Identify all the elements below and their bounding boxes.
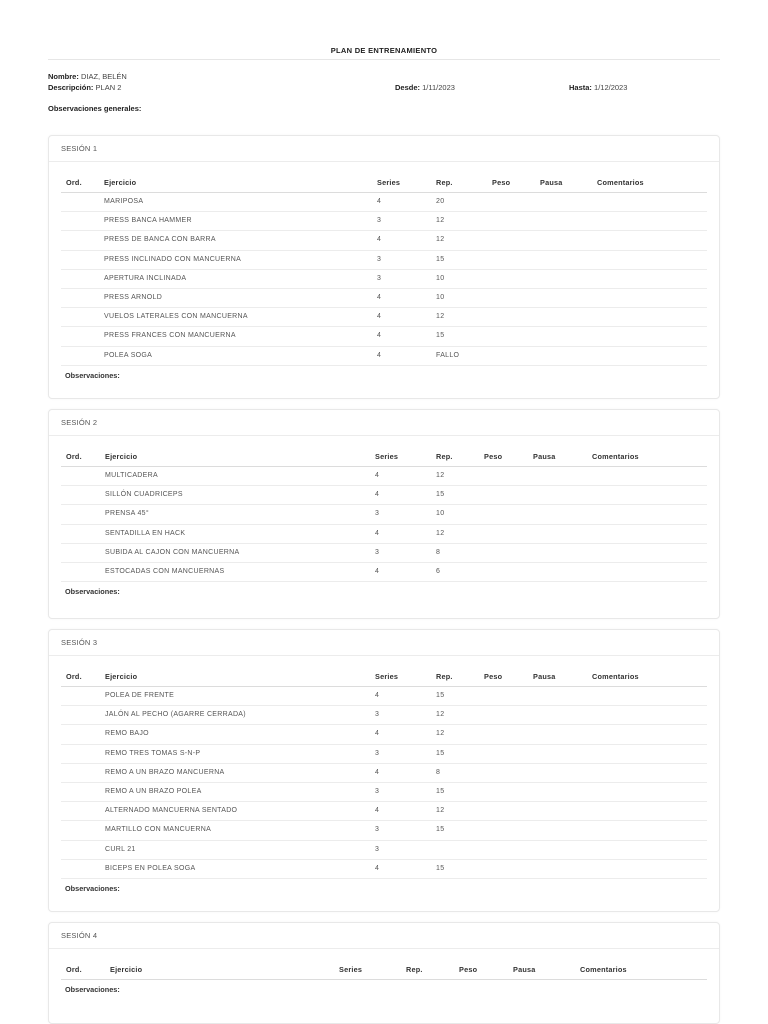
- column-header-ord: Ord.: [66, 178, 82, 187]
- cell-ejercicio: SILLÓN CUADRICEPS: [105, 491, 183, 499]
- table-row: [61, 764, 707, 783]
- cell-ejercicio: SENTADILLA EN HACK: [105, 529, 186, 537]
- column-header-series: Series: [375, 672, 399, 681]
- nombre-label: Nombre:: [48, 72, 79, 81]
- cell-series: 4: [375, 567, 380, 575]
- descripcion-label: Descripción:: [48, 83, 94, 92]
- exercise-table: [61, 958, 707, 980]
- cell-ejercicio: PRESS FRANCES CON MANCUERNA: [104, 332, 236, 340]
- session-card: [48, 629, 720, 912]
- exercise-table: [61, 171, 707, 366]
- table-row: [61, 251, 707, 270]
- cell-series: 4: [375, 768, 380, 776]
- column-header-rep: Rep.: [436, 452, 453, 461]
- cell-rep: 8: [436, 768, 441, 776]
- column-header-ord: Ord.: [66, 452, 82, 461]
- cell-rep: 12: [436, 807, 445, 815]
- table-row: [61, 327, 707, 346]
- cell-ejercicio: BICEPS EN POLEA SOGA: [105, 864, 196, 872]
- cell-ejercicio: PRESS DE BANCA CON BARRA: [104, 236, 216, 244]
- exercise-table: [61, 445, 707, 582]
- cell-ejercicio: MULTICADERA: [105, 472, 158, 479]
- session-card: [48, 922, 720, 1024]
- cell-ejercicio: PRESS INCLINADO CON MANCUERNA: [104, 255, 242, 263]
- cell-series: 3: [375, 711, 380, 719]
- session-title: SESIÓN 3: [49, 630, 719, 656]
- cell-series: 4: [375, 864, 380, 872]
- table-row: [61, 347, 707, 366]
- cell-ejercicio: MARIPOSA: [104, 198, 144, 205]
- column-header-series: Series: [377, 178, 401, 187]
- cell-series: 3: [375, 548, 380, 556]
- cell-ejercicio: ESTOCADAS CON MANCUERNAS: [105, 567, 225, 575]
- table-row: [61, 308, 707, 327]
- cell-ejercicio: VUELOS LATERALES CON MANCUERNA: [104, 313, 248, 321]
- cell-ejercicio: REMO BAJO: [105, 730, 149, 738]
- cell-rep: 15: [436, 692, 445, 699]
- table-row: [61, 783, 707, 802]
- table-row: [61, 802, 707, 821]
- cell-rep: 15: [436, 749, 445, 757]
- table-header: [61, 171, 707, 193]
- cell-rep: 15: [436, 332, 445, 340]
- page-title: PLAN DE ENTRENAMIENTO: [330, 46, 438, 55]
- cell-rep: 15: [436, 864, 445, 872]
- cell-ejercicio: JALÓN AL PECHO (AGARRE CERRADA): [105, 711, 246, 719]
- session-card: [48, 409, 720, 619]
- cell-rep: 12: [436, 472, 445, 479]
- cell-series: 3: [375, 845, 380, 853]
- cell-rep: 12: [436, 711, 445, 719]
- cell-rep: 15: [436, 255, 445, 263]
- table-row: [61, 289, 707, 308]
- cell-rep: 12: [436, 313, 445, 321]
- column-header-ejercicio: Ejercicio: [105, 452, 138, 461]
- table-row: [61, 745, 707, 764]
- table-row: [61, 841, 707, 860]
- desde-value: 1/11/2023: [422, 83, 455, 92]
- cell-ejercicio: REMO TRES TOMAS S-N-P: [105, 749, 201, 757]
- cell-series: 4: [377, 313, 382, 321]
- cell-series: 4: [375, 807, 380, 815]
- cell-ejercicio: PRESS BANCA HAMMER: [104, 217, 192, 225]
- column-header-pausa: Pausa: [533, 672, 556, 681]
- column-header-ejercicio: Ejercicio: [104, 178, 137, 187]
- column-header-comentarios: Comentarios: [597, 178, 644, 187]
- cell-ejercicio: POLEA DE FRENTE: [105, 692, 175, 699]
- cell-rep: 12: [436, 730, 445, 738]
- cell-ejercicio: REMO A UN BRAZO MANCUERNA: [105, 768, 225, 776]
- table-row: [61, 725, 707, 744]
- session-observaciones: Observaciones:: [65, 370, 120, 380]
- table-row: [61, 212, 707, 231]
- column-header-comentarios: Comentarios: [580, 965, 627, 974]
- cell-ejercicio: SUBIDA AL CAJON CON MANCUERNA: [105, 548, 240, 556]
- cell-rep: 20: [436, 198, 445, 205]
- table-row: [61, 270, 707, 289]
- cell-series: 4: [375, 529, 380, 537]
- cell-ejercicio: CURL 21: [105, 845, 136, 853]
- column-header-peso: Peso: [459, 965, 478, 974]
- column-header-pausa: Pausa: [533, 452, 556, 461]
- column-header-series: Series: [339, 965, 363, 974]
- table-row: [61, 821, 707, 840]
- session-observaciones: Observaciones:: [65, 587, 120, 597]
- column-header-ord: Ord.: [66, 965, 82, 974]
- observaciones-generales-label: Observaciones generales:: [48, 104, 142, 113]
- cell-ejercicio: PRENSA 45°: [105, 510, 149, 518]
- column-header-rep: Rep.: [436, 672, 453, 681]
- column-header-pausa: Pausa: [540, 178, 563, 187]
- cell-rep: 15: [436, 491, 445, 499]
- session-title: SESIÓN 2: [49, 410, 719, 436]
- column-header-peso: Peso: [492, 178, 511, 187]
- cell-series: 3: [375, 749, 380, 757]
- cell-series: 4: [375, 692, 380, 699]
- cell-series: 4: [377, 351, 382, 359]
- cell-rep: 15: [436, 826, 445, 834]
- cell-series: 3: [377, 217, 382, 225]
- cell-ejercicio: REMO A UN BRAZO POLEA: [105, 787, 202, 795]
- table-row: [61, 687, 707, 706]
- column-header-peso: Peso: [484, 672, 503, 681]
- session-observaciones: Observaciones:: [65, 985, 120, 994]
- cell-ejercicio: POLEA SOGA: [104, 351, 153, 359]
- nombre-line: [48, 72, 127, 81]
- nombre-value: DIAZ, BELÉN: [80, 72, 127, 81]
- column-header-comentarios: Comentarios: [592, 672, 639, 681]
- column-header-ejercicio: Ejercicio: [105, 672, 138, 681]
- cell-series: 4: [377, 293, 382, 301]
- column-header-comentarios: Comentarios: [592, 452, 639, 461]
- cell-rep: 10: [436, 274, 445, 282]
- cell-series: 3: [377, 274, 382, 282]
- cell-rep: 15: [436, 787, 445, 795]
- column-header-rep: Rep.: [436, 178, 453, 187]
- column-header-series: Series: [375, 452, 399, 461]
- cell-series: 4: [377, 236, 382, 244]
- table-row: [61, 544, 707, 563]
- table-row: [61, 706, 707, 725]
- desde-label: Desde:: [395, 83, 421, 92]
- column-header-ord: Ord.: [66, 672, 82, 681]
- table-row: [61, 505, 707, 524]
- table-row: [61, 467, 707, 486]
- exercise-table: [61, 665, 707, 879]
- hasta-label: Hasta:: [569, 83, 592, 92]
- cell-ejercicio: ALTERNADO MANCUERNA SENTADO: [105, 807, 238, 815]
- column-header-rep: Rep.: [406, 965, 423, 974]
- table-row: [61, 563, 707, 582]
- desde-line: [395, 83, 455, 92]
- cell-series: 3: [377, 255, 382, 263]
- cell-rep: 8: [436, 548, 441, 556]
- hasta-line: [569, 83, 627, 92]
- cell-rep: 12: [436, 217, 445, 225]
- title-divider: [48, 59, 720, 60]
- observaciones-generales: [48, 104, 141, 113]
- cell-series: 3: [375, 510, 380, 518]
- table-row: [61, 525, 707, 544]
- table-header: [61, 958, 707, 980]
- cell-ejercicio: APERTURA INCLINADA: [104, 274, 187, 282]
- table-row: [61, 193, 707, 212]
- cell-series: 3: [375, 826, 380, 834]
- session-card: [48, 135, 720, 399]
- session-title: SESIÓN 1: [49, 136, 719, 162]
- cell-ejercicio: MARTILLO CON MANCUERNA: [105, 826, 212, 834]
- table-row: [61, 231, 707, 250]
- session-observaciones: Observaciones:: [65, 884, 120, 893]
- descripcion-value: PLAN 2: [95, 83, 122, 92]
- table-header: [61, 445, 707, 467]
- column-header-pausa: Pausa: [513, 965, 536, 974]
- cell-rep: 6: [436, 567, 441, 575]
- descripcion-line: [48, 83, 121, 92]
- hasta-value: 1/12/2023: [594, 83, 628, 92]
- cell-series: 4: [375, 472, 380, 479]
- cell-rep: 10: [436, 510, 445, 518]
- cell-series: 4: [375, 730, 380, 738]
- cell-series: 4: [375, 491, 380, 499]
- cell-series: 4: [377, 332, 382, 340]
- cell-rep: 12: [436, 236, 445, 244]
- cell-series: 4: [377, 198, 382, 205]
- column-header-peso: Peso: [484, 452, 503, 461]
- table-row: [61, 860, 707, 879]
- column-header-ejercicio: Ejercicio: [110, 965, 143, 974]
- cell-ejercicio: PRESS ARNOLD: [104, 293, 163, 301]
- table-row: [61, 486, 707, 505]
- cell-rep: FALLO: [436, 351, 460, 359]
- cell-rep: 12: [436, 529, 445, 537]
- session-title: SESIÓN 4: [49, 923, 719, 949]
- table-header: [61, 665, 707, 687]
- cell-series: 3: [375, 787, 380, 795]
- cell-rep: 10: [436, 293, 445, 301]
